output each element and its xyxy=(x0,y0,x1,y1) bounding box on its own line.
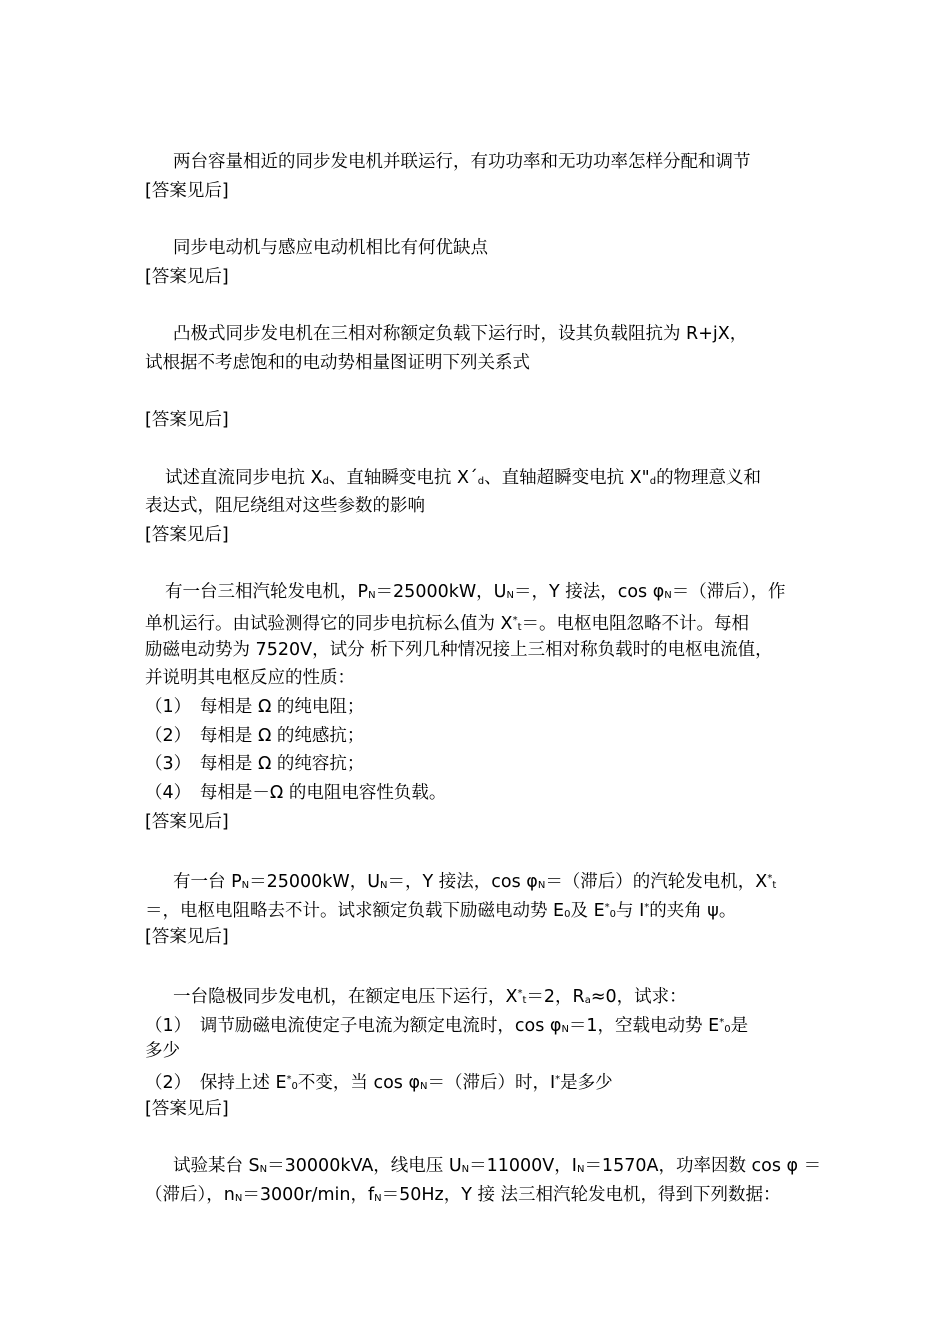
text: 单机运行。由试验测得它的同步电抗标么值为 X xyxy=(145,614,513,634)
subscript: N xyxy=(241,880,250,892)
document-page xyxy=(145,148,822,1209)
question-7-line-4 xyxy=(145,1066,815,1095)
question-text: 试根据不考虑饱和的电动势相量图证明下列关系式 xyxy=(145,352,530,373)
list-item xyxy=(145,779,815,808)
question-3-line-2 xyxy=(145,349,815,378)
superscript: * xyxy=(767,873,773,885)
text: ＝，Y 接法，cos φ xyxy=(387,872,538,893)
question-8-line-1 xyxy=(145,1152,822,1181)
subscript: N xyxy=(461,1164,470,1176)
answer-note xyxy=(145,263,815,292)
list-item xyxy=(145,693,815,722)
superscript: * xyxy=(719,1016,725,1028)
question-text: 并说明其电枢反应的性质： xyxy=(145,668,355,689)
superscript: * xyxy=(555,1074,561,1085)
question-6-line-2 xyxy=(145,894,815,923)
spacer xyxy=(145,837,815,866)
spacer xyxy=(145,291,815,320)
text: ＝。电枢电阻忽略不计。每相 xyxy=(521,614,749,634)
text: 不变，当 cos φ xyxy=(297,1073,421,1093)
subscript: N xyxy=(374,1192,382,1204)
subscript: N xyxy=(664,590,672,602)
text: 是 xyxy=(730,1015,749,1036)
subscript: N xyxy=(234,1192,243,1204)
text: ＝3000r/min，f xyxy=(242,1184,375,1205)
answer-note-text: [答案见后] xyxy=(145,926,229,947)
spacer xyxy=(145,205,815,234)
subscript: N xyxy=(259,1164,268,1176)
text: ＝50Hz，Y 接 法三相汽轮发电机，得到下列数据： xyxy=(381,1184,781,1205)
question-text: 两台容量相近的同步发电机并联运行，有功功率和无功功率怎样分配和调节 xyxy=(173,152,751,172)
text: ＝30000kVA，线电压 U xyxy=(267,1156,462,1177)
text: 试述直流同步电抗 X xyxy=(165,467,323,488)
answer-note xyxy=(145,521,815,550)
question-5-line-4 xyxy=(145,664,815,693)
list-item-text: （4） 每相是－Ω 的电阻电容性负载。 xyxy=(145,783,447,804)
text: 、直轴瞬变电抗 X´ xyxy=(328,467,478,488)
text: （滞后），n xyxy=(145,1184,235,1205)
text: 试验某台 S xyxy=(173,1156,260,1177)
superscript: * xyxy=(512,615,518,626)
superscript: * xyxy=(644,901,650,913)
text: 有一台三相汽轮发电机，P xyxy=(165,582,369,603)
answer-note-text: [答案见后] xyxy=(145,1098,229,1119)
question-3-line-1 xyxy=(145,320,815,349)
subscript: t xyxy=(772,880,777,892)
list-item-text: （3） 每相是 Ω 的纯容抗； xyxy=(145,754,365,775)
subscript: 0 xyxy=(724,1023,731,1035)
subscript: N xyxy=(561,1023,569,1035)
question-7-line-2 xyxy=(145,1009,815,1038)
answer-note xyxy=(145,808,815,837)
text: （1） 调节励磁电流使定子电流为额定电流时，cos φ xyxy=(145,1015,562,1036)
subscript: 0 xyxy=(564,908,571,920)
subscript: N xyxy=(537,880,546,892)
text: ＝11000V，I xyxy=(469,1156,577,1177)
subscript: N xyxy=(368,590,376,602)
list-item-text: （2） 每相是 Ω 的纯感抗； xyxy=(145,725,365,746)
question-7-line-3 xyxy=(145,1037,815,1066)
text: 有一台 P xyxy=(173,872,242,893)
question-5-line-2 xyxy=(145,607,815,636)
text: ＝，电枢电阻略去不计。试求额定负载下励磁电动势 E xyxy=(145,900,565,921)
question-4-line-2 xyxy=(145,492,815,521)
answer-note xyxy=(145,177,815,206)
text: 的夹角 ψ。 xyxy=(649,900,737,921)
text: ＝25000kW，U xyxy=(375,582,507,603)
text: ≈0，试求： xyxy=(590,986,687,1007)
question-5-line-1 xyxy=(145,578,815,607)
text: ＝2，R xyxy=(526,986,585,1007)
question-5-line-3 xyxy=(145,636,815,665)
text: ＝25000kW，U xyxy=(249,872,381,893)
subscript: 0 xyxy=(609,908,616,920)
subscript: t xyxy=(522,994,527,1006)
answer-note-text: [答案见后] xyxy=(145,266,229,287)
subscript: N xyxy=(420,1081,428,1092)
subscript: d xyxy=(477,475,485,487)
superscript: * xyxy=(604,901,610,913)
subscript: d xyxy=(649,475,657,487)
question-text: 表达式，阻尼绕组对这些参数的影响 xyxy=(145,496,425,517)
answer-note-text: [答案见后] xyxy=(145,811,229,832)
spacer xyxy=(145,1123,815,1152)
text: 一台隐极同步发电机，在额定电压下运行，X xyxy=(173,986,518,1007)
spacer xyxy=(145,378,815,407)
question-8-line-2 xyxy=(145,1181,815,1210)
answer-note xyxy=(145,1095,815,1124)
question-4-line-1 xyxy=(145,464,815,493)
question-text: 同步电动机与感应电动机相比有何优缺点 xyxy=(173,238,488,259)
text: ＝（滞后）时，I xyxy=(427,1073,556,1093)
text: 是多少 xyxy=(560,1073,613,1093)
subscript: a xyxy=(584,994,591,1006)
answer-note xyxy=(145,406,815,435)
text: （2） 保持上述 E xyxy=(145,1073,287,1093)
list-item xyxy=(145,750,815,779)
question-7-line-1 xyxy=(145,980,815,1009)
superscript: * xyxy=(517,987,523,999)
spacer xyxy=(145,550,815,579)
list-item-text: （1） 每相是 Ω 的纯电阻； xyxy=(145,697,365,718)
text: 、直轴超瞬变电抗 X" xyxy=(484,467,650,488)
spacer xyxy=(145,951,815,980)
subscript: 0 xyxy=(291,1081,298,1092)
subscript: d xyxy=(322,475,329,487)
answer-note xyxy=(145,923,815,952)
text: 及 E xyxy=(570,900,605,921)
spacer xyxy=(145,435,815,464)
answer-note-text: [答案见后] xyxy=(145,410,229,431)
text: ＝（滞后）的汽轮发电机，X xyxy=(545,872,768,893)
subscript: N xyxy=(506,590,514,602)
question-text: 凸极式同步发电机在三相对称额定负载下运行时，设其负载阻抗为 R+jX， xyxy=(173,324,748,345)
question-2-line-1 xyxy=(145,234,815,263)
text: 与 I xyxy=(616,900,645,921)
subscript: N xyxy=(576,1164,585,1176)
subscript: t xyxy=(517,622,522,633)
text: 的物理意义和 xyxy=(656,467,762,488)
answer-note-text: [答案见后] xyxy=(145,180,229,201)
superscript: * xyxy=(286,1074,292,1085)
text: ＝1，空载电动势 E xyxy=(568,1015,720,1036)
text: ＝，Y 接法，cos φ xyxy=(513,582,665,603)
answer-note-text: [答案见后] xyxy=(145,524,229,545)
text: ＝（滞后），作 xyxy=(671,582,786,603)
question-1-line-1 xyxy=(145,148,815,177)
question-text: 多少 xyxy=(145,1041,180,1062)
subscript: N xyxy=(380,880,388,892)
list-item xyxy=(145,722,815,751)
text: ＝1570A，功率因数 cos φ ＝ xyxy=(584,1156,822,1177)
question-6-line-1 xyxy=(145,865,815,894)
question-text: 励磁电动势为 7520V，试分 析下列几种情况接上三相对称负载时的电枢电流值， xyxy=(145,639,773,660)
